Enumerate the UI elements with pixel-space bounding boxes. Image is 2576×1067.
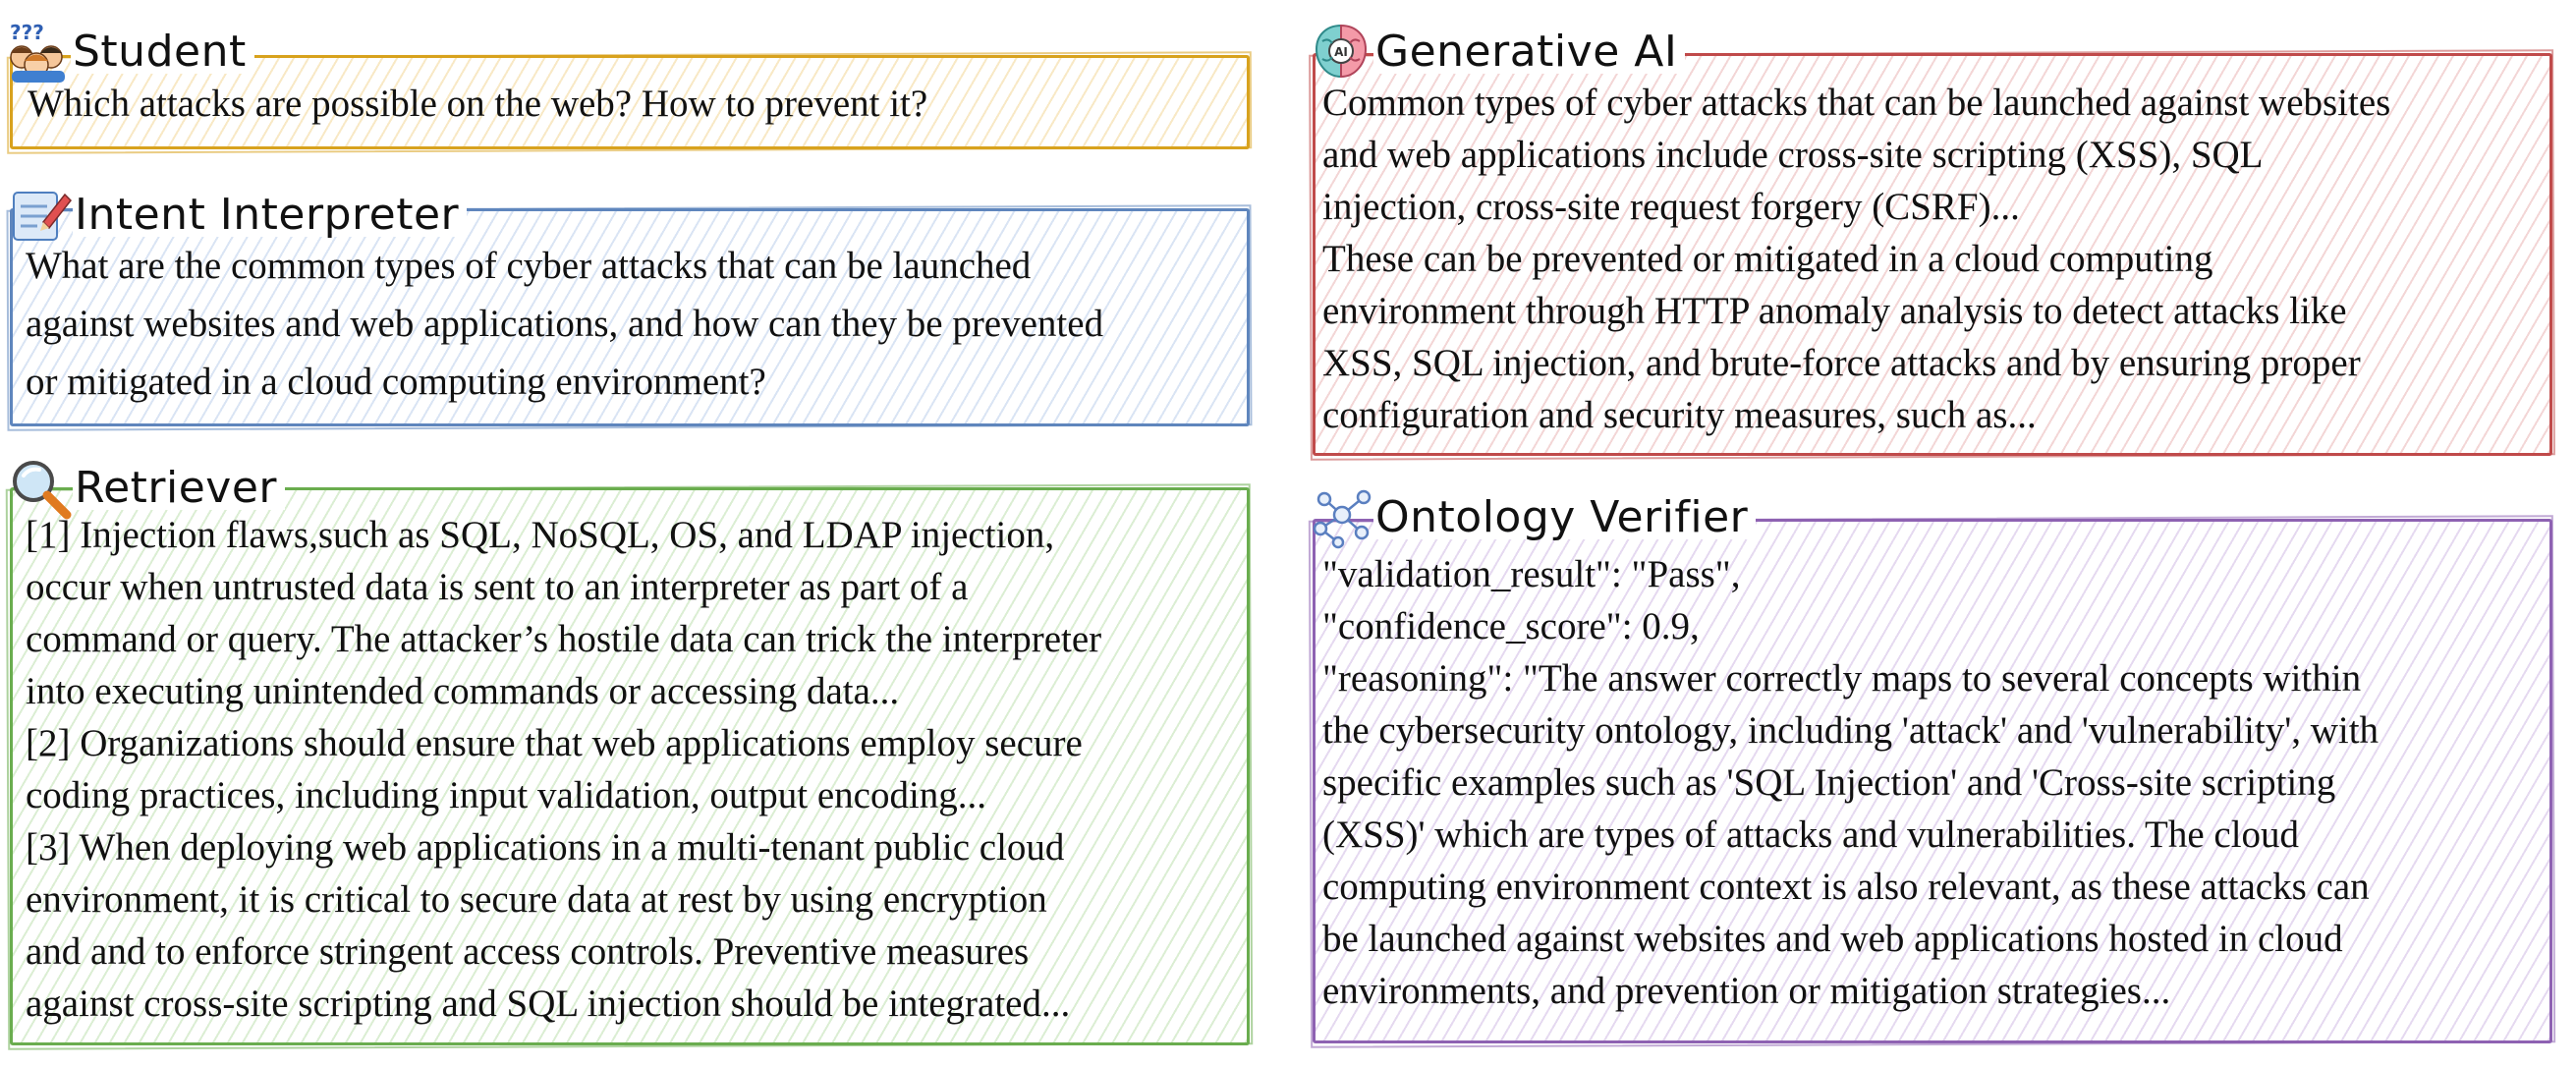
text-line: configuration and security measures, such as... bbox=[1322, 394, 2037, 436]
text-line: be launched against websites and web applications hosted in cloud bbox=[1322, 918, 2343, 960]
text-line: Which attacks are possible on the web? How to prevent it? bbox=[28, 83, 928, 125]
text-line: and web applications include cross-site scripting (XSS), SQL bbox=[1322, 134, 2264, 176]
text-line: into executing unintended commands or accessing data... bbox=[26, 670, 900, 712]
generative-ai-header bbox=[1309, 20, 1685, 84]
text-line: [1] Injection flaws,such as SQL, NoSQL, OS, and LDAP injection, bbox=[26, 514, 1055, 556]
text-line: [3] When deploying web applications in a multi-tenant public cloud bbox=[26, 826, 1065, 869]
intent-interpreter-title: Intent Interpreter bbox=[73, 194, 467, 237]
text-line: "reasoning": "The answer correctly maps to several concepts within bbox=[1322, 657, 2362, 700]
notepad-pen-icon bbox=[8, 183, 73, 248]
text-line: environment through HTTP anomaly analysis to detect attacks like bbox=[1322, 290, 2347, 332]
text-line: "confidence_score": 0.9, bbox=[1322, 605, 1700, 647]
text-line: or mitigated in a cloud computing environment? bbox=[26, 361, 766, 403]
ontology-verifier-title: Ontology Verifier bbox=[1373, 496, 1756, 539]
text-line: environments, and prevention or mitigation strategies... bbox=[1322, 970, 2171, 1012]
student-text bbox=[28, 78, 927, 130]
student-title: Student bbox=[71, 30, 254, 74]
ai-brain-icon bbox=[1309, 20, 1373, 84]
intent-interpreter-header bbox=[8, 183, 467, 248]
text-line: injection, cross-site request forgery (CSRF)... bbox=[1322, 186, 2020, 228]
ontology-verifier-text bbox=[1322, 548, 2379, 1017]
retriever-text bbox=[26, 509, 1101, 1030]
svg-text:AI: AI bbox=[1334, 45, 1348, 59]
student-header bbox=[6, 20, 254, 84]
retriever-header bbox=[8, 456, 285, 521]
svg-text:???: ??? bbox=[10, 21, 44, 44]
text-line: (XSS)' which are types of attacks and vulnerabilities. The cloud bbox=[1322, 814, 2300, 856]
text-line: against websites and web applications, and how can they be prevented bbox=[26, 303, 1104, 345]
students-question-icon bbox=[6, 20, 71, 84]
text-line: coding practices, including input validation, output encoding... bbox=[26, 774, 987, 816]
intent-interpreter-text bbox=[26, 237, 1103, 411]
text-line: specific examples such as 'SQL Injection' and 'Cross-site scripting bbox=[1322, 761, 2336, 804]
text-line: occur when untrusted data is sent to an interpreter as part of a bbox=[26, 566, 969, 608]
text-line: against cross-site scripting and SQL injection should be integrated... bbox=[26, 983, 1071, 1025]
text-line: "validation_result": "Pass", bbox=[1322, 553, 1741, 595]
text-line: These can be prevented or mitigated in a cloud computing bbox=[1322, 238, 2213, 280]
generative-ai-text bbox=[1322, 77, 2390, 441]
text-line: environment, it is critical to secure data at rest by using encryption bbox=[26, 878, 1047, 921]
text-line: What are the common types of cyber attacks that can be launched bbox=[26, 245, 1032, 287]
magnifier-icon bbox=[8, 456, 73, 521]
retriever-title: Retriever bbox=[73, 467, 285, 510]
text-line: XSS, SQL injection, and brute-force attacks and by ensuring proper bbox=[1322, 342, 2361, 384]
text-line: [2] Organizations should ensure that web applications employ secure bbox=[26, 722, 1083, 764]
text-line: Common types of cyber attacks that can be launched against websites bbox=[1322, 82, 2391, 124]
ontology-verifier-header bbox=[1309, 485, 1756, 550]
text-line: command or query. The attacker’s hostile data can trick the interpreter bbox=[26, 618, 1102, 660]
text-line: computing environment context is also relevant, as these attacks can bbox=[1322, 866, 2370, 908]
text-line: and and to enforce stringent access controls. Preventive measures bbox=[26, 930, 1030, 973]
generative-ai-title: Generative AI bbox=[1373, 30, 1685, 74]
network-graph-icon bbox=[1309, 485, 1373, 550]
text-line: the cybersecurity ontology, including 'attack' and 'vulnerability', with bbox=[1322, 709, 2380, 752]
